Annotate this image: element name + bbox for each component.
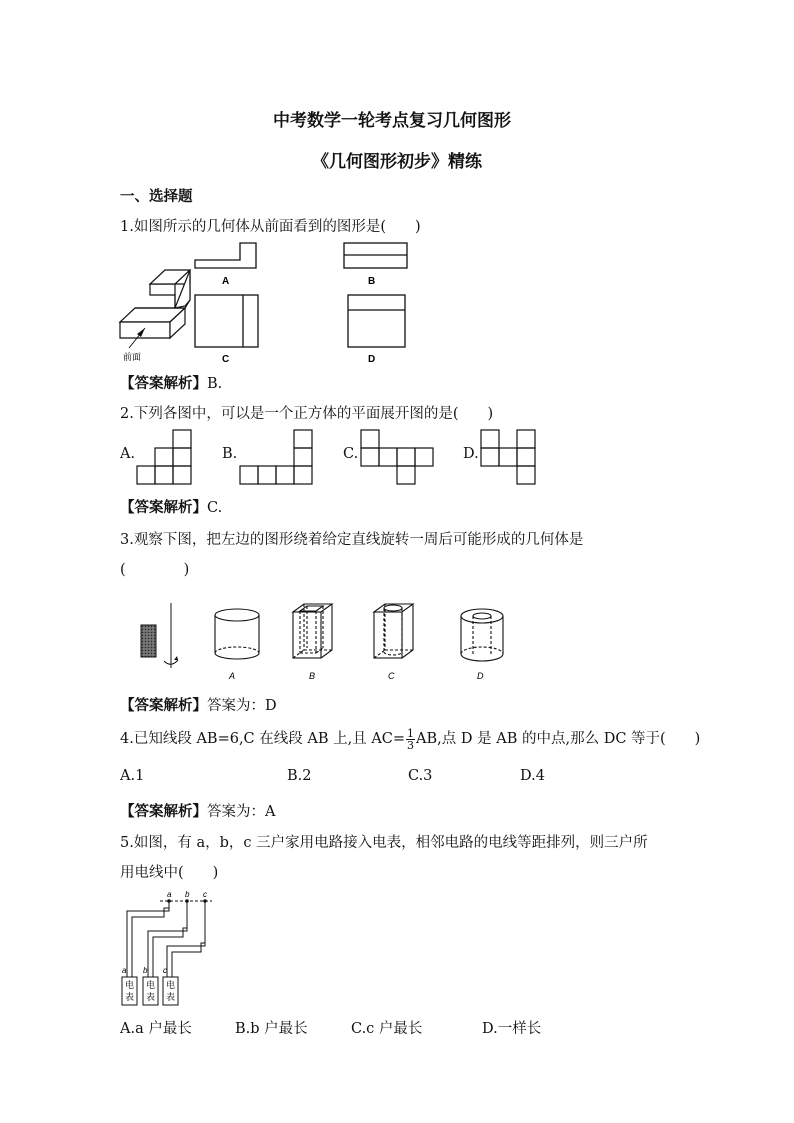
q4-option-c: C.3 [408,768,433,784]
q5-option-c: C.c 户最长 [351,1021,423,1037]
meter-b-char1: 电 [146,980,156,990]
option-d-label: D [368,354,376,365]
q5-option-b: B.b 户最长 [235,1021,308,1037]
question-5-stem-line2: 用电线中( ) [120,865,219,881]
net-b [240,430,312,484]
net-a [137,430,191,484]
question-4-answer [120,800,275,821]
meter-label-a: a [122,966,127,975]
q5-option-a: A.a 户最长 [120,1021,192,1037]
fraction-one-third [406,728,415,751]
option-a-label: A [222,276,230,287]
front-label: 前面 [123,352,142,362]
solid-b-label: B [309,671,316,681]
top-label-c: c [203,890,207,899]
question-5-circuit-figure [100,886,230,1011]
option-c-shape [195,295,258,347]
answer-tag: 【答案解析】 [120,697,207,714]
solid-d-tube [461,609,503,661]
answer-tag: 【答案解析】 [120,803,207,820]
question-2-stem: 2.下列各图中，可以是一个正方体的平面展开图的是( ) [120,406,494,422]
solid-c-box [374,604,413,658]
q2-option-c-label: C. [343,446,359,462]
solid-d-label: D [477,671,484,681]
option-d-shape [348,295,405,347]
meter-a-char1: 电 [125,980,135,990]
meter-b-char2: 表 [146,992,156,1002]
q2-option-d-label: D. [463,446,479,462]
fraction-denominator: 3 [407,738,415,752]
question-3-answer [120,694,277,715]
question-1-figure [115,240,395,370]
net-c [361,430,433,484]
q4-option-a: A.1 [120,768,145,784]
option-b-label: B [368,276,376,287]
stepped-solid-drawing [120,270,190,338]
page-subtitle: 《几何图形初步》精练 [312,152,482,172]
top-label-a: a [167,890,172,899]
answer-text: C. [207,500,223,516]
q4-stem-after: AB,点 D 是 AB 的中点,那么 DC 等于( ) [416,731,701,747]
question-1-answer [120,372,222,393]
solid-b-box [293,604,332,658]
solid-a-label: A [229,671,236,681]
question-5-stem-line1: 5.如图，有 a，b，c 三户家用电路接入电表，相邻电路的电线等距排列，则三户所 [120,835,648,851]
top-label-b: b [185,890,190,899]
q2-option-a-label: A. [120,446,136,462]
shaded-rectangle [141,625,156,657]
meter-c-char2: 表 [166,992,176,1002]
q4-option-d: D.4 [520,768,545,784]
meter-c-char1: 电 [166,980,176,990]
question-3-stem-line2: ( ) [120,562,190,578]
q2-option-b-label: B. [222,446,238,462]
option-a-shape [195,243,256,268]
q5-option-d: D.一样长 [482,1021,542,1037]
answer-tag: 【答案解析】 [120,499,207,516]
net-d [481,430,535,484]
answer-text: 答案为：A [207,804,276,820]
meter-a-char2: 表 [125,992,135,1002]
question-1-stem: 1.如图所示的几何体从前面看到的图形是( ) [120,219,421,235]
q4-option-b: B.2 [287,768,312,784]
section-heading: 一、选择题 [120,188,193,205]
question-3-stem-line1: 3.观察下图，把左边的图形绕着给定直线旋转一周后可能形成的几何体是 [120,532,584,548]
question-2-nets [0,430,794,490]
answer-text: B. [207,376,223,392]
meter-label-c: c [163,966,167,975]
answer-tag: 【答案解析】 [120,375,207,392]
wire-c [167,901,205,964]
q4-stem-before: 4.已知线段 AB=6,C 在线段 AB 上,且 AC= [120,731,406,747]
question-2-answer [120,496,222,517]
question-4-stem [120,727,700,751]
question-3-figure [0,598,794,688]
meter-label-b: b [143,966,148,975]
fraction-numerator: 1 [407,726,415,740]
solid-a-cylinder [215,609,259,659]
solid-c-label: C [388,671,395,681]
option-c-label: C [222,354,230,365]
answer-text: 答案为：D [207,698,277,714]
page-title: 中考数学一轮考点复习几何图形 [273,111,511,131]
